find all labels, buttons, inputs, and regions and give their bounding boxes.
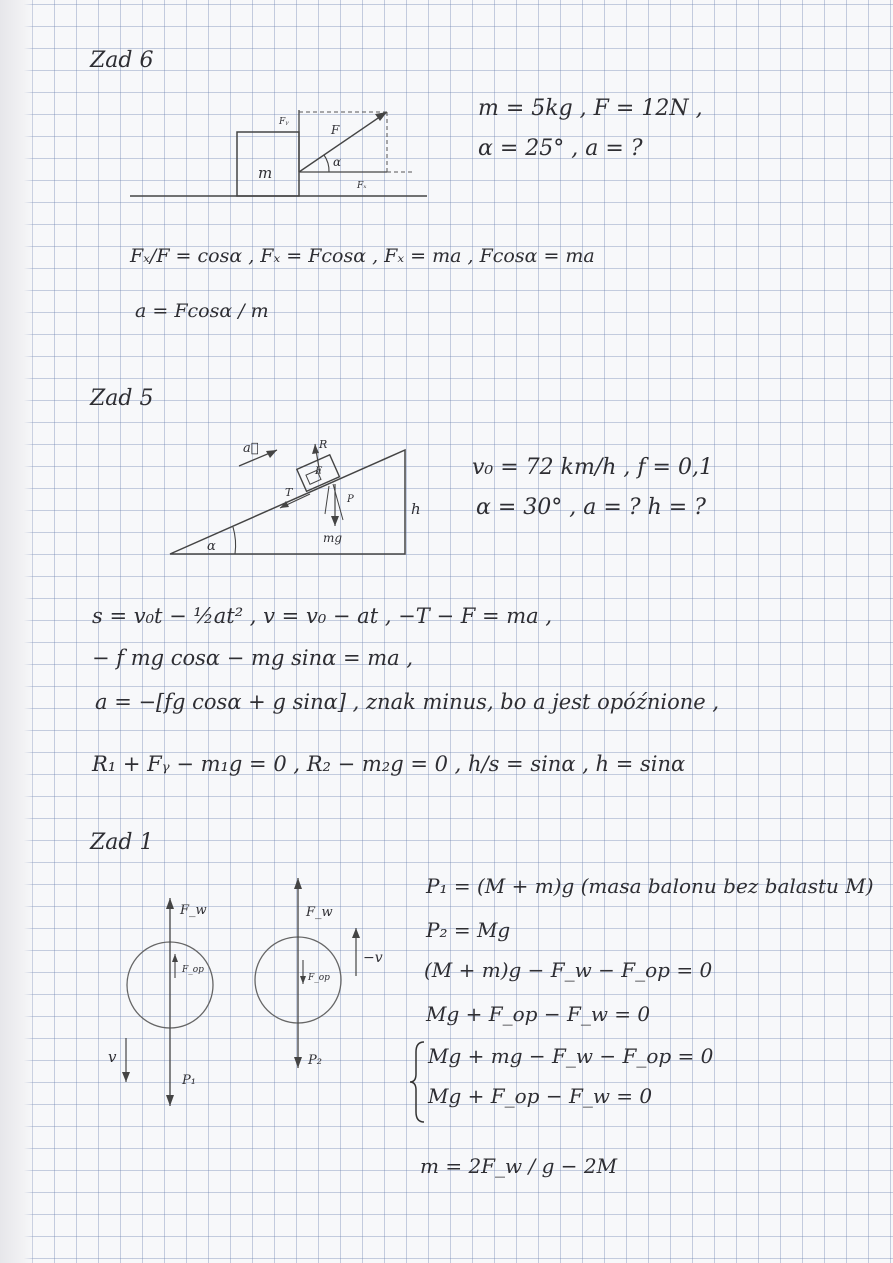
- zad1-minus-v-label: −v: [363, 950, 383, 966]
- zad1-line-4: Mg + F_op − F_w = 0: [426, 1002, 651, 1026]
- zad5-height-label: h: [411, 500, 421, 518]
- zad1-p2-label: P₂: [308, 1053, 322, 1068]
- zad5-given-2: α = 30° , a = ? h = ?: [476, 495, 706, 520]
- zad6-eq-1: Fₓ/F = cosα , Fₓ = Fcosα , Fₓ = ma , Fcosα = ma: [130, 245, 595, 267]
- zad6-fy-label: Fᵧ: [279, 117, 289, 127]
- zad1-system-eq-1: Mg + mg − F_w − F_op = 0: [428, 1044, 714, 1068]
- zad6-given-1: m = 5kg , F = 12N ,: [478, 96, 703, 121]
- zad6-fx-label: Fₓ: [357, 181, 367, 191]
- zad5-eq-3: a = −[fg cosα + g sinα] , znak minus, bo a jest opóźnione ,: [95, 690, 720, 714]
- zad6-angle-label: α: [333, 155, 342, 169]
- zad5-angle-label: α: [207, 539, 216, 554]
- zad1-line-1: P₁ = (M + m)g (masa balonu bez balastu M): [426, 874, 874, 898]
- zad6-title: Zad 6: [90, 48, 154, 73]
- zad5-t-label: T: [285, 486, 293, 499]
- zad5-p-label: P: [347, 494, 354, 505]
- zad6-force-diagram: [125, 100, 435, 205]
- zad1-balloon-diagram: [100, 868, 400, 1118]
- zad5-eq-1: s = v₀t − ½at² , v = v₀ − at , −T − F = ma ,: [92, 604, 553, 628]
- zad5-incline-diagram: [165, 432, 425, 562]
- zad1-line-2: P₂ = Mg: [426, 918, 511, 942]
- zad5-eq-4: R₁ + Fᵧ − m₁g = 0 , R₂ − m₂g = 0 , h/s = sinα , h = sinα: [92, 752, 686, 776]
- zad5-given-1: v₀ = 72 km/h , f = 0,1: [472, 455, 713, 480]
- page-edge-shadow: [0, 0, 34, 1263]
- zad1-system-brace: [408, 1040, 428, 1124]
- zad6-given-2: α = 25° , a = ?: [478, 136, 643, 161]
- zad6-force-label: F: [331, 123, 340, 137]
- zad5-friction-label: F: [315, 466, 322, 477]
- zad1-p1-label: P₁: [182, 1073, 196, 1088]
- zad5-normal-label: R: [319, 438, 328, 451]
- zad1-fw-label-1: F_w: [180, 903, 207, 918]
- zad6-mass-label: m: [258, 164, 273, 182]
- zad1-line-3: (M + m)g − F_w − F_op = 0: [424, 958, 713, 982]
- zad5-weight-label: mg: [323, 531, 343, 545]
- zad1-fw-label-2: F_w: [306, 905, 333, 920]
- zad5-eq-2: − f mg cosα − mg sinα = ma ,: [92, 646, 414, 670]
- zad5-title: Zad 5: [90, 386, 154, 411]
- zad1-fop-label-1: F_op: [182, 965, 204, 975]
- zad1-title: Zad 1: [90, 830, 154, 855]
- zad1-system-eq-2: Mg + F_op − F_w = 0: [428, 1084, 653, 1108]
- zad1-result: m = 2F_w / g − 2M: [420, 1154, 618, 1178]
- zad6-eq-2: a = Fcosα / m: [135, 300, 269, 322]
- zad1-v-label: v: [108, 1048, 117, 1066]
- zad5-accel-label: a⃗: [243, 441, 259, 456]
- zad1-fop-label-2: F_op: [308, 973, 330, 983]
